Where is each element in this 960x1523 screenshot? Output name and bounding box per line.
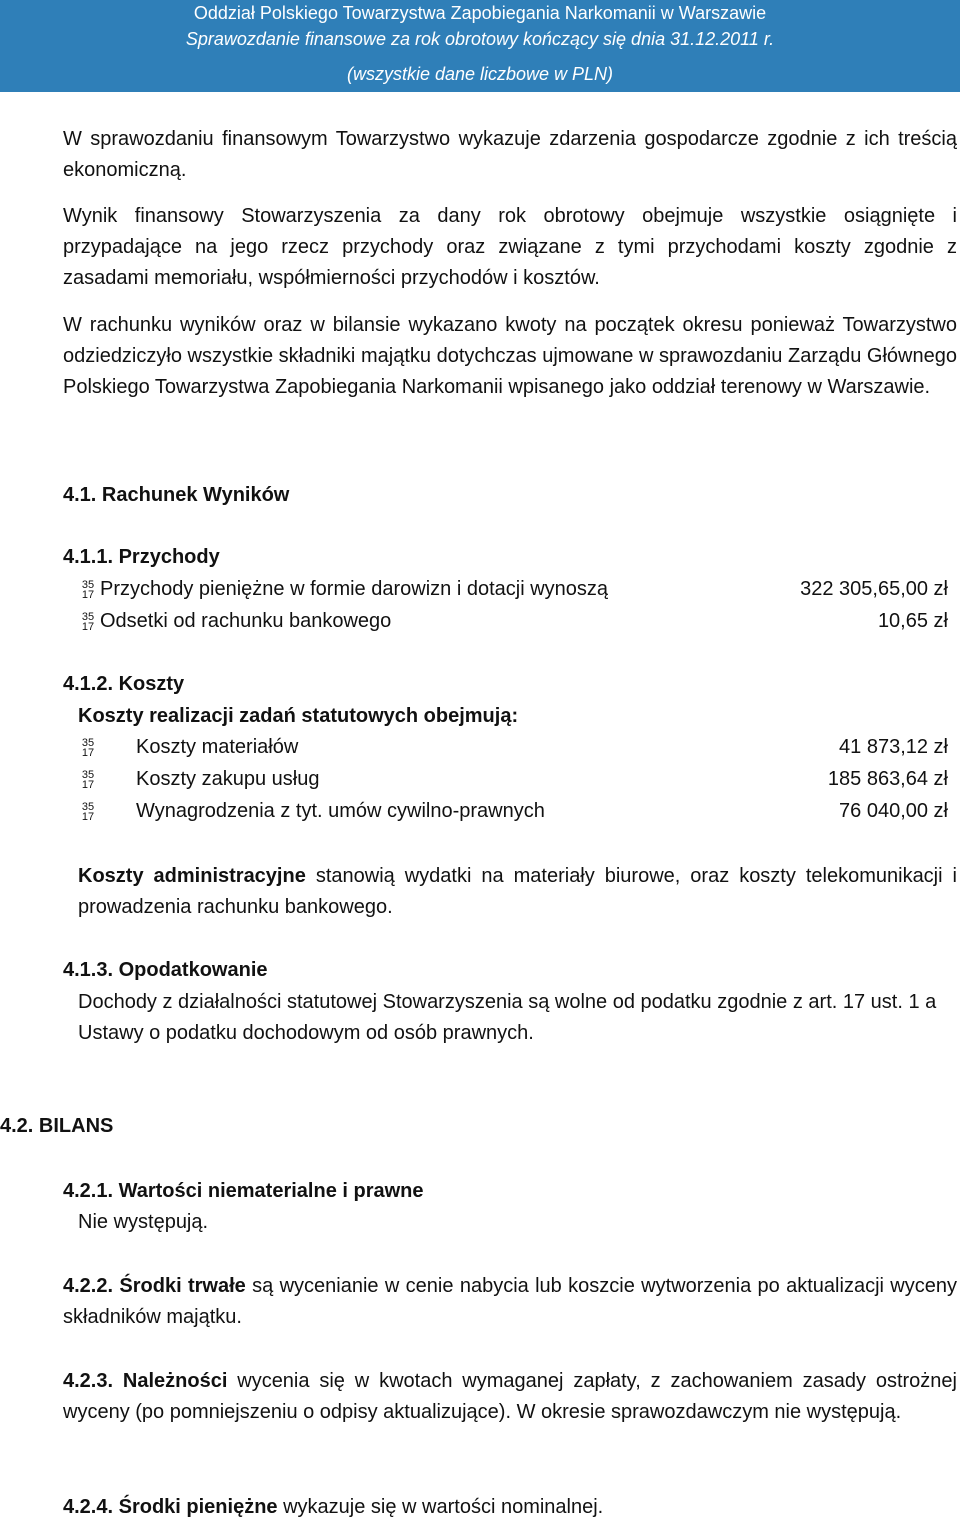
bullet-marker: 35 17 <box>81 611 95 633</box>
bullet-marker: 35 17 <box>81 801 95 823</box>
naleznosci-term: Należności <box>122 1370 228 1392</box>
header-organization: Oddział Polskiego Towarzystwa Zapobiegania Narkomanii w Warszawie <box>193 3 767 23</box>
admin-costs-paragraph <box>78 861 957 923</box>
list-item <box>78 764 948 795</box>
intro-paragraph-3: W rachunku wyników oraz w bilansie wykazano kwoty na początek okresu ponieważ Towarzystwo odziedziczyło wszystkie składniki majątku dotychczas ujmowane w sprawozdaniu Zarządu Głównego Polskiego Towarzystwa Zapobiegania Narkomanii wpisanego jako oddział terenowy w Warszawie. <box>63 314 957 398</box>
header-currency-note: (wszystkie dane liczbowe w PLN) <box>346 64 614 84</box>
opodatkowanie-text: Dochody z działalności statutowej Stowarzyszenia są wolne od podatku zgodnie z art. 17 ust. 1 a Ustawy o podatku dochodowym od osób prawnych. <box>78 991 937 1044</box>
wartosci-heading: 4.2.1. Wartości niematerialne i prawne <box>63 1180 424 1202</box>
srodki-pieniezne-paragraph <box>63 1492 957 1523</box>
intro-paragraph-1: W sprawozdaniu finansowym Towarzystwo wykazuje zdarzenia gospodarcze zgodnie z ich treścią ekonomiczną. <box>63 128 957 181</box>
income-label: Przychody pieniężne w formie darowizn i dotacji wynoszą <box>100 578 609 600</box>
koszty-subheading: Koszty realizacji zadań statutowych obejmują: <box>78 705 519 727</box>
income-amount: 322 305,65,00 zł <box>800 578 948 600</box>
srodki-trwale-paragraph <box>63 1271 957 1333</box>
srodki-trwale-term: Środki trwałe <box>119 1275 246 1297</box>
cost-label: Koszty zakupu usług <box>136 768 320 790</box>
naleznosci-paragraph <box>63 1366 957 1428</box>
income-amount: 10,65 zł <box>877 610 948 632</box>
admin-costs-text: stanowią wydatki na materiały biurowe, oraz koszty telekomunikacji i prowadzenia rachunku bankowego. <box>78 865 957 918</box>
srodki-pieniezne-number: 4.2.4. <box>63 1496 119 1518</box>
przychody-heading: 4.1.1. Przychody <box>63 546 220 568</box>
srodki-trwale-text: są wycenianie w cenie nabycia lub koszcie wytworzenia po aktualizacji wyceny składników majątku. <box>63 1275 957 1328</box>
list-item <box>78 732 948 763</box>
cost-label: Koszty materiałów <box>136 736 299 758</box>
koszty-heading: 4.1.2. Koszty <box>63 673 185 695</box>
list-item <box>78 796 948 827</box>
srodki-pieniezne-term: Środki pieniężne <box>118 1496 278 1518</box>
cost-amount: 185 863,64 zł <box>827 768 948 790</box>
naleznosci-number: 4.2.3. <box>63 1370 123 1392</box>
opodatkowanie-heading: 4.1.3. Opodatkowanie <box>63 959 268 981</box>
page-header <box>0 0 960 92</box>
srodki-pieniezne-text: wykazuje się w wartości nominalnej. <box>277 1496 604 1518</box>
cost-amount: 41 873,12 zł <box>839 736 948 758</box>
header-report-title: Sprawozdanie finansowe za rok obrotowy kończący się dnia 31.12.2011 r. <box>185 29 775 49</box>
admin-costs-term: Koszty administracyjne <box>78 865 306 887</box>
bullet-marker: 35 17 <box>81 579 95 601</box>
income-label: Odsetki od rachunku bankowego <box>100 610 392 632</box>
cost-amount: 76 040,00 zł <box>839 800 948 822</box>
intro-paragraph-2: Wynik finansowy Stowarzyszenia za dany rok obrotowy obejmuje wszystkie osiągnięte i przypadające na jego rzecz przychody oraz związane z tymi przychodami koszty zgodnie z zasadami memoriału, współmierności przychodów i kosztów. <box>63 205 957 289</box>
srodki-trwale-number: 4.2.2. <box>63 1275 120 1297</box>
list-item <box>78 574 948 605</box>
section-4-2-heading: 4.2. BILANS <box>0 1115 114 1137</box>
wartosci-text: Nie występują. <box>78 1211 209 1233</box>
bullet-marker: 35 17 <box>81 769 95 791</box>
section-4-1-heading: 4.1. Rachunek Wyników <box>63 484 290 506</box>
bullet-marker: 35 17 <box>81 737 95 759</box>
naleznosci-text: wycenia się w kwotach wymaganej zapłaty, z zachowaniem zasady ostrożnej wyceny (po pomniejszeniu o odpisy aktualizujące). W okresie sprawozdawczym nie występują. <box>63 1370 957 1423</box>
cost-label: Wynagrodzenia z tyt. umów cywilno-prawnych <box>136 800 545 822</box>
list-item <box>78 606 948 637</box>
